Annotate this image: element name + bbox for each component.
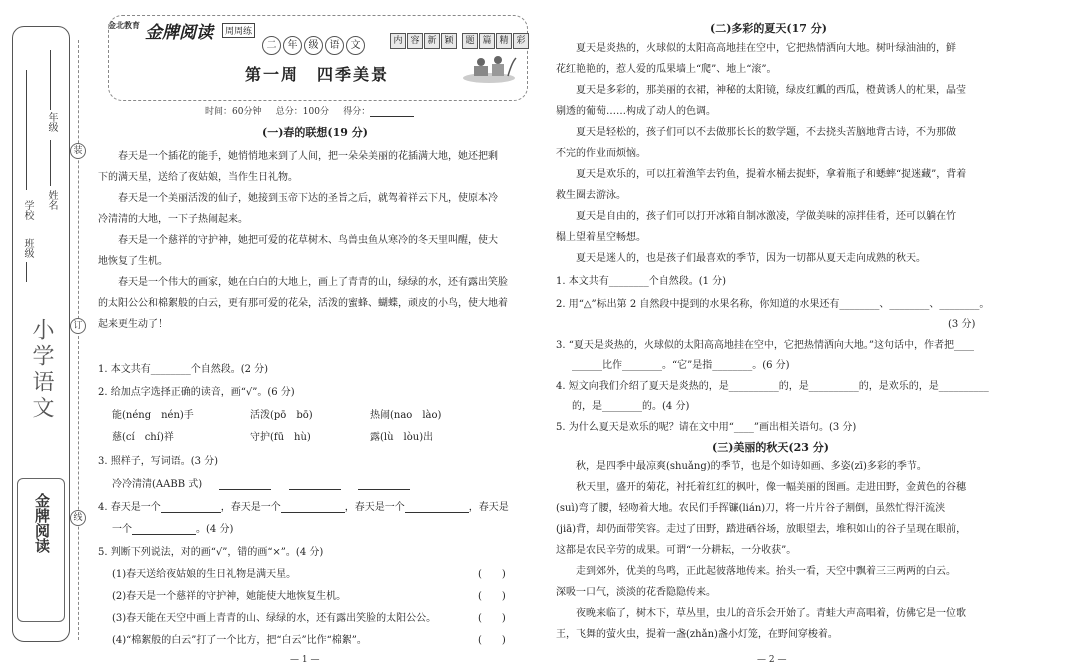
s2-question-4: 4. 短文向我们介绍了夏天是炎热的，是__________的，是__________的，是欢乐的，是__________ <box>556 381 989 392</box>
tag-char: 容 <box>407 33 423 49</box>
s1-question-3-example <box>112 475 410 490</box>
class-line <box>26 262 27 282</box>
judge-item: (4)“棉絮般的白云”打了一个比方，把“白云”比作“棉絮”。 <box>112 635 367 646</box>
passage-line: 夏天是欢乐的，可以扛着渔竿去钓鱼，提着水桶去捉虾，拿着瓶子和蟋蟀“捉迷藏”，背着 <box>576 169 967 180</box>
name-label: 姓名 <box>46 190 57 210</box>
answer-blank[interactable] <box>289 489 341 490</box>
judge-answer-box[interactable]: ( ) <box>478 613 506 624</box>
brand-sub: 周周练 <box>222 23 255 38</box>
passage-line: 深吸一口气，淡淡的花香隐隐传来。 <box>556 587 716 598</box>
passage-line: 春天是一个伟大的画家，她在白白的大地上，画上了青青的山，绿绿的水，还有露出笑脸 <box>118 277 508 288</box>
spine-title: 小学语文 <box>29 318 54 422</box>
passage-line: 这都是农民辛劳的成果。可谓“一分耕耘，一分收获”。 <box>556 545 797 556</box>
passage-line: 下的满天星，送给了夜姑娘，当作生日礼物。 <box>98 172 298 183</box>
pinyin-choice[interactable]: 热闹(nao lào) <box>370 410 442 421</box>
tag-char: 题 <box>462 33 478 49</box>
section1-passage <box>98 146 530 335</box>
answer-blank[interactable] <box>358 489 410 490</box>
grade-char: 文 <box>346 36 365 55</box>
answer-blank[interactable] <box>219 489 271 490</box>
section3-title: (三)美丽的秋天(23 分) <box>712 441 829 454</box>
tag-char: 精 <box>496 33 512 49</box>
s2-question-5: 5. 为什么夏天是欢乐的呢？请在文中用“____”画出相关语句。(3 分) <box>556 422 857 433</box>
q4-text: 一个 <box>112 524 132 535</box>
passage-line: 夏天是轻松的，孩子们可以不去做那长长的数学题，不去挠头苦脑地背古诗，不为那做 <box>576 127 956 138</box>
passage-line: 的太阳公公和棉絮般的白云，更有那可爱的花朵，活泼的蜜蜂、蝴蝶，顽皮的小鸟，使大地着 <box>98 298 508 309</box>
cut-line <box>78 40 79 640</box>
passage-line: 秋，是四季中最凉爽(shuǎng)的季节，也是个如诗如画、多姿(zī)多彩的季节。 <box>576 461 927 472</box>
class-label: 班级 <box>22 238 33 258</box>
q4-text: ，春天是 <box>468 502 509 513</box>
q4-text: 。(4 分) <box>196 524 234 535</box>
passage-line: 地恢复了生机。 <box>98 256 168 267</box>
example-word: 冷冷清清(AABB 式) <box>112 479 203 490</box>
page-number-2: — 2 — <box>757 655 787 665</box>
tagline <box>390 28 530 49</box>
s1-question-2: 2. 给加点字选择正确的读音，画“√”。(6 分) <box>98 387 295 398</box>
school-line <box>26 70 27 190</box>
passage-line: 不完的作业而烦恼。 <box>556 148 646 159</box>
pinyin-choice[interactable]: 活泼(pō bō) <box>250 410 313 421</box>
reading-children-illustration <box>460 52 518 84</box>
passage-line: (suì)弯了腰，轻吻着大地。农民们手挥镰(lián)刀，将一片片谷子割倒，虽然忙得汗流浃 <box>556 503 946 514</box>
spine-logo-box <box>17 478 65 622</box>
exam-total: 总分：100分 <box>275 107 329 117</box>
brand-logo: 金牌阅读 <box>145 23 213 43</box>
publisher-logo: 金北教育 <box>108 21 140 30</box>
passage-line: 秋天里，盛开的菊花，衬托着红红的枫叶，像一幅美丽的图画。走进田野，金黄色的谷穗 <box>576 482 966 493</box>
section2-title: (二)多彩的夏天(17 分) <box>710 22 827 35</box>
s1-question-5: 5. 判断下列说法，对的画“√”，错的画“×”。(4 分) <box>98 547 324 558</box>
passage-line: 夏天是炎热的，火球似的太阳高高地挂在空中，它把热情洒向大地。树叶绿油油的，鲜 <box>576 43 956 54</box>
passage-line: 花红艳艳的，惹人爱的瓜果墙上“爬”、地上“滚”。 <box>556 64 777 75</box>
passage-line: 春天是一个美丽活泼的仙子，她接到玉帝下达的圣旨之后，就驾着祥云下凡，使原本冷 <box>118 193 498 204</box>
score-blank[interactable] <box>370 116 414 117</box>
passage-line: 榻上望着星空畅想。 <box>556 232 646 243</box>
pinyin-choice[interactable]: 能(néng nén)手 <box>112 410 194 421</box>
s2-question-2: 2. 用“△”标出第 2 自然段中提到的水果名称，你知道的水果还有________、________、________。 <box>556 299 990 310</box>
s1-question-4 <box>98 498 528 513</box>
answer-blank[interactable] <box>405 512 469 513</box>
passage-line: 起来更生动了！ <box>98 319 168 330</box>
passage-line: 走到郊外，优美的鸟鸣，正此起彼落地传来。抬头一看，天空中飘着三三两两的白云。 <box>576 566 956 577</box>
judge-answer-box[interactable]: ( ) <box>478 635 506 646</box>
section1-title: (一)春的联想(19 分) <box>262 126 368 139</box>
passage-line: 夜晚来临了，树木下，草丛里，虫儿的音乐会开始了。青蛙大声高唱着，仿佛它是一位歌 <box>576 608 966 619</box>
s2-question-3: 3. “夏天是炎热的，火球似的太阳高高地挂在空中，它把热情洒向大地。”这句话中，作者把____ <box>556 340 974 351</box>
tag-char: 新 <box>424 33 440 49</box>
s1-question-3: 3. 照样子，写词语。(3 分) <box>98 456 219 467</box>
pinyin-choice[interactable]: 守护(fū hù) <box>250 432 311 443</box>
answer-blank[interactable] <box>161 512 221 513</box>
grade-line <box>50 50 51 110</box>
s2-question-3-cont: ______比作________。“它”是指________。(6 分) <box>572 360 790 371</box>
spine-logo: 金牌阅读 <box>33 493 51 553</box>
judge-item: (3)春天能在天空中画上青青的山、绿绿的水，还有露出笑脸的太阳公公。 <box>112 613 437 624</box>
exam-time: 时间：60分钟 <box>205 107 262 117</box>
pinyin-choice[interactable]: 露(lù lòu)出 <box>370 432 434 443</box>
name-line <box>50 140 51 186</box>
s2-question-1: 1. 本文共有________个自然段。(1 分) <box>556 276 727 287</box>
tag-char: 篇 <box>479 33 495 49</box>
school-label: 学校 <box>22 200 33 220</box>
answer-blank[interactable] <box>132 534 196 535</box>
judge-answer-box[interactable]: ( ) <box>478 591 506 602</box>
s2-question-4-cont: 的，是________的。(4 分) <box>572 401 690 412</box>
page-number-1: — 1 — <box>290 655 320 665</box>
judge-item: (1)春天送给夜姑娘的生日礼物是满天星。 <box>112 569 297 580</box>
tag-char: 内 <box>390 33 406 49</box>
tag-char: 彩 <box>513 33 529 49</box>
grade-char: 级 <box>304 36 323 55</box>
tag-char: 颖 <box>441 33 457 49</box>
grade-badge <box>262 33 367 55</box>
s2-question-2-score: (3 分) <box>948 319 976 330</box>
week-title: 第一周 四季美景 <box>245 65 390 84</box>
s1-question-1: 1. 本文共有________个自然段。(2 分) <box>98 364 269 375</box>
q4-text: 4. 春天是一个 <box>98 502 161 513</box>
passage-line: 王，飞舞的萤火虫，提着一盏(zhǎn)盏小灯笼，在野间穿梭着。 <box>556 629 838 640</box>
q4-text: ，春天是一个 <box>220 502 281 513</box>
passage-line: 冷清清的大地，一下子热闹起来。 <box>98 214 248 225</box>
grade-label: 年级 <box>46 112 57 132</box>
cut-mark-3: 线 <box>70 510 86 526</box>
passage-line: 剔透的葡萄……构成了动人的色调。 <box>556 106 716 117</box>
grade-char: 语 <box>325 36 344 55</box>
s1-question-4-cont <box>112 520 233 535</box>
exam-meta <box>205 104 414 117</box>
passage-line: 春天是一个插花的能手，她悄悄地来到了人间，把一朵朵美丽的花插满大地，她还把剩 <box>118 151 498 162</box>
grade-char: 年 <box>283 36 302 55</box>
section3-passage <box>556 456 986 645</box>
passage-line: 救生圈去游泳。 <box>556 190 626 201</box>
passage-line: 夏天是多彩的，那美丽的衣裙，神秘的太阳镜，绿皮红瓤的西瓜，橙黄诱人的杧果，晶莹 <box>576 85 966 96</box>
pinyin-choice[interactable]: 慈(cí chí)祥 <box>112 432 174 443</box>
cut-mark-1: 装 <box>70 143 86 159</box>
passage-line: (jiā)背，却仍面带笑容。走过了田野，踏进硒谷场，放眼望去，堆积如山的谷子呈现在眼前， <box>556 524 967 535</box>
cut-mark-2: 订 <box>70 318 86 334</box>
answer-blank[interactable] <box>281 512 345 513</box>
q4-text: ，春天是一个 <box>344 502 405 513</box>
passage-line: 夏天是迷人的，也是孩子们最喜欢的季节，因为一切都从夏天走向成熟的秋天。 <box>576 253 926 264</box>
section2-passage <box>556 38 986 269</box>
exam-score-label: 得分： <box>343 107 371 117</box>
judge-item: (2)春天是一个慈祥的守护神，她能使大地恢复生机。 <box>112 591 347 602</box>
passage-line: 夏天是自由的，孩子们可以打开冰箱自制冰激凌，学做美味的凉拌佳肴，还可以躺在竹 <box>576 211 956 222</box>
judge-answer-box[interactable]: ( ) <box>478 569 506 580</box>
grade-char: 二 <box>262 36 281 55</box>
passage-line: 春天是一个慈祥的守护神，她把可爱的花草树木、鸟兽虫鱼从寒冷的冬天里叫醒，使大 <box>118 235 498 246</box>
